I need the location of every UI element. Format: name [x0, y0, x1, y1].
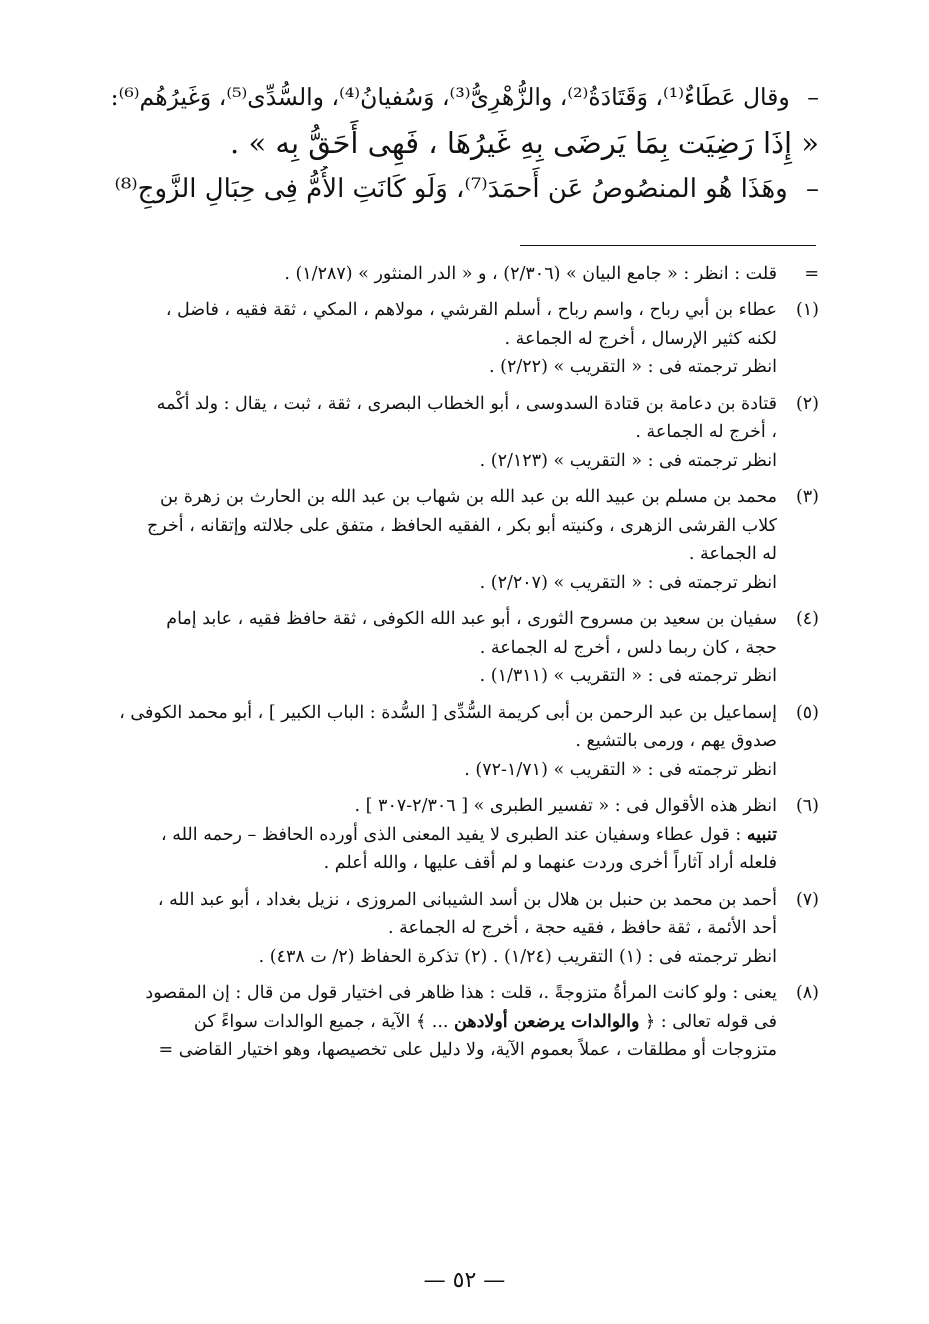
footnote-line: حجة ، كان ربما دلس ، أخرج له الجماعة . [479, 637, 777, 658]
footnote-body [129, 483, 777, 597]
main-line [109, 74, 819, 120]
footnote-line: ، أخرج له الجماعة . [635, 422, 777, 442]
footnote-line: انظر ترجمته فى : « التقريب » (١/٧١-٧٢) . [464, 759, 777, 780]
footnote-line: يعنى : ولو كانت المرأةُ متزوجةً .، قلت : هذا ظاهر فى اختيار قول من قال : إن المقصود [145, 983, 777, 1003]
footnote-number: (٥) [795, 702, 819, 723]
main-line [109, 120, 819, 166]
footnote-body [129, 390, 777, 476]
footnote-number: (٦) [795, 796, 819, 816]
footnote-line: انظر ترجمته فى : « التقريب » (٢/١٢٣) . [479, 450, 777, 471]
main-line-text: وقال عَطَاءٌ⁽¹⁾، وَقَتَادَةُ⁽²⁾، والزُّهْرِىُّ⁽³⁾، وَسُفيانُ⁽⁴⁾، والسُّدِّى⁽⁵⁾، وَغَيرُهُم⁽⁶⁾: [110, 83, 790, 111]
footnote-body [119, 699, 777, 785]
footnote-line: تنبيه : قول عطاء وسفيان عند الطبرى لا يفيد المعنى الذى أورده الحافظ – رحمه الله ، [161, 824, 777, 845]
footnote-line: فى قوله تعالى : ﴿ والوالدات يرضعن أولادهن ... ﴾ الآية ، جميع الوالدات سواءً كن [193, 1011, 777, 1032]
main-line-text: وهَذَا هُو المنصُوصُ عَن أَحمَدَ⁽⁷⁾، وَلَو كَانَتِ الأُمُّ فِى حِبَالِ الزَّوجِ⁽⁸⁾ [114, 174, 788, 204]
footnote-2 [129, 390, 819, 476]
main-text [109, 74, 819, 212]
footnote-number: (١) [795, 300, 819, 320]
footnote-line: عطاء بن أبي رباح ، واسم رباح ، أسلم القرشي ، مولاهم ، المكي ، ثقة فقيه ، فاضل ، [165, 300, 777, 320]
footnote-8 [129, 979, 819, 1065]
footnote-number: (٨) [795, 983, 819, 1003]
footnote-line: انظر ترجمته فى : « التقريب » (١/٣١١) . [479, 666, 777, 686]
footnote-line: انظر ترجمته فى : « التقريب » (٢/٢٠٧) . [479, 572, 777, 593]
main-line [109, 166, 819, 212]
footnote-separator [520, 245, 816, 246]
bold-phrase: تنبيه [746, 824, 777, 845]
line-dash: – [806, 174, 819, 204]
footnote-6 [129, 792, 819, 878]
footnote-number: (٢) [795, 393, 819, 414]
footnote-line: متزوجات أو مطلقات ، عملاً بعموم الآية، ولا دليل على تخصيصها، وهو اختيار القاضى = [158, 1040, 777, 1060]
footnote-5 [119, 699, 819, 785]
footnote-continuation [129, 260, 819, 288]
footnote-line: سفيان بن سعيد بن مسروح الثورى ، أبو عبد الله الكوفى ، ثقة حافظ فقيه ، عابد إمام [166, 609, 777, 629]
bold-phrase: والوالدات يرضعن أولادهن [454, 1011, 640, 1032]
page-number: — ٥٢ — [423, 1268, 506, 1293]
footnote-line: أحد الأئمة ، ثقة حافظ ، فقيه حجة ، أخرج له الجماعة . [387, 918, 777, 938]
footnote-line: كلاب القرشى الزهرى ، وكنيته أبو بكر ، الفقيه الحافظ ، متفق على جلالته وإتقانه ، أخرج [147, 515, 777, 536]
footnote-line: قتادة بن دعامة بن قتادة السدوسى ، أبو الخطاب البصرى ، ثقة ، ثبت ، يقال : ولد أكْمه [156, 393, 777, 414]
footnote-line: انظر ترجمته فى : (١) التقريب (١/٢٤) . (٢) تذكرة الحفاظ (٢/ ت ٤٣٨) . [258, 946, 777, 967]
footnote-line: محمد بن مسلم بن عبيد الله بن عبد الله بن شهاب بن عبد الله بن الحارث بن زهرة بن [160, 487, 777, 507]
footnote-line: أحمد بن محمد بن حنبل بن هلال بن أسد الشيبانى المروزى ، نزيل بغداد ، أبو عبد الله ، [157, 889, 777, 910]
footnote-line: فلعله أراد آثاراً أخرى وردت عنهما و لم أقف عليها ، والله أعلم . [323, 853, 777, 873]
footnote-line: صدوق يهم ، ورمى بالتشيع . [575, 731, 777, 751]
footnote-number: (٤) [795, 609, 819, 629]
footnote-4 [129, 605, 819, 691]
footnote-line: انظر ترجمته فى : « التقريب » (٢/٢٢) . [489, 357, 777, 377]
footnote-number: (٣) [795, 487, 819, 507]
footnote-line: له الجماعة . [688, 544, 777, 564]
footnote-line: لكنه كثير الإرسال ، أخرج له الجماعة . [504, 328, 777, 349]
footnote-body [129, 886, 777, 972]
footnote-7 [129, 886, 819, 972]
footnote-body [129, 792, 777, 878]
footnote-body [129, 605, 777, 691]
footnote-line: إسماعيل بن عبد الرحمن بن أبى كريمة السُّدِّى [ السُّدة : الباب الكبير ] ، أبو محمد الكوفى ، [119, 702, 777, 723]
footnotes [119, 256, 819, 1065]
footnote-1 [129, 296, 819, 382]
continuation-text: قلت : انظر : « جامع البيان » (٢/٣٠٦) ، و « الدر المنثور » (١/٢٨٧) . [284, 264, 777, 284]
footnote-3 [129, 483, 819, 597]
main-line-text: « إِذَا رَضِيَت بِمَا يَرضَى بِهِ غَيرُهَا ، فَهِى أَحَقُّ بِه » . [230, 126, 819, 160]
footnote-line: انظر هذه الأقوال فى : « تفسير الطبرى » [ ٢/٣٠٦-٣٠٧ ] . [354, 796, 777, 816]
line-dash: – [807, 83, 819, 111]
footnote-body [129, 296, 777, 382]
footnote-number: (٧) [795, 889, 819, 910]
continuation-mark: = [804, 264, 819, 284]
footnote-body [129, 979, 777, 1065]
